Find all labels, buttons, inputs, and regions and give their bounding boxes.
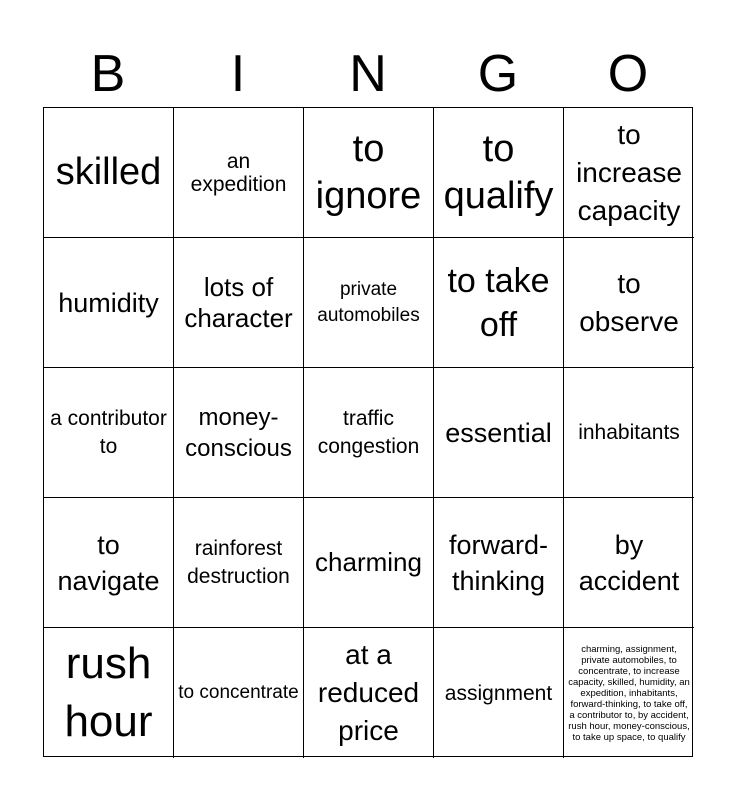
cell-text: to take off [447, 261, 550, 344]
cell-text: assignment [444, 681, 553, 705]
bingo-cell-r1c4[interactable] [434, 108, 564, 238]
bingo-cell-r4c2[interactable] [174, 498, 304, 628]
bingo-cell-r2c1[interactable] [44, 238, 174, 368]
bingo-cell-r3c4[interactable] [434, 368, 564, 498]
bingo-cell-r5c1[interactable] [44, 628, 174, 758]
bingo-cell-r5c2[interactable] [174, 628, 304, 758]
bingo-cell-r5c4[interactable] [434, 628, 564, 758]
cell-text: to navigate [57, 529, 160, 596]
cell-text: private automobiles [317, 278, 420, 326]
cell-text: forward-thinking [448, 529, 549, 596]
header-letter-i: I [230, 45, 246, 103]
bingo-cell-r1c5[interactable] [564, 108, 694, 238]
cell-text: to ignore [315, 127, 422, 217]
bingo-cell-r3c1[interactable] [44, 368, 174, 498]
cell-text: to qualify [443, 127, 554, 217]
header-letter-o: O [607, 45, 649, 103]
bingo-cell-r3c5[interactable] [564, 368, 694, 498]
bingo-cell-r1c3[interactable] [304, 108, 434, 238]
cell-text: a contributor to [50, 406, 167, 458]
cell-text: to observe [579, 267, 679, 337]
cell-text: at a reduced price [317, 639, 420, 746]
cell-text: by accident [578, 529, 680, 596]
cell-text: to concentrate [178, 682, 299, 703]
bingo-cell-r2c3[interactable] [304, 238, 434, 368]
cell-text: rush hour [64, 639, 153, 746]
header-letter-n: N [349, 45, 387, 103]
bingo-cell-r2c5[interactable] [564, 238, 694, 368]
cell-text: humidity [58, 287, 159, 318]
bingo-cell-r4c4[interactable] [434, 498, 564, 628]
header-letter-g: G [477, 45, 519, 103]
bingo-cell-r3c3[interactable] [304, 368, 434, 498]
bingo-cell-r4c5[interactable] [564, 498, 694, 628]
cell-text: inhabitants [578, 421, 680, 444]
cell-text: skilled [55, 151, 162, 193]
cell-text: money-conscious [185, 403, 292, 462]
bingo-cell-r1c2[interactable] [174, 108, 304, 238]
header-letter-b: B [90, 45, 126, 103]
bingo-cell-r4c1[interactable] [44, 498, 174, 628]
cell-text: charming [315, 547, 422, 577]
cell-text: lots of character [184, 271, 293, 333]
cell-text: traffic congestion [317, 406, 420, 458]
bingo-cell-r5c3[interactable] [304, 628, 434, 758]
bingo-cell-r5c5-word-list[interactable] [564, 628, 694, 758]
cell-text: essential [445, 417, 552, 448]
cell-text: an expedition [190, 149, 287, 196]
cell-text: to increase capacity [576, 118, 682, 226]
bingo-cell-r4c3[interactable] [304, 498, 434, 628]
bingo-grid [43, 107, 693, 757]
bingo-cell-r2c2[interactable] [174, 238, 304, 368]
cell-text: rainforest destruction [187, 536, 290, 588]
bingo-cell-r3c2[interactable] [174, 368, 304, 498]
word-list-text: charming, assignment, private automobiles, to concentrate, to increase capacity, skilled, humidity, an expedition, inhabitants, forward-thinking, to take off, a contributor to, by accident, rush hour, money-conscious, to take up space, to qualify [568, 643, 690, 743]
bingo-cell-r2c4[interactable] [434, 238, 564, 368]
bingo-cell-r1c1[interactable] [44, 108, 174, 238]
bingo-header [43, 44, 693, 104]
